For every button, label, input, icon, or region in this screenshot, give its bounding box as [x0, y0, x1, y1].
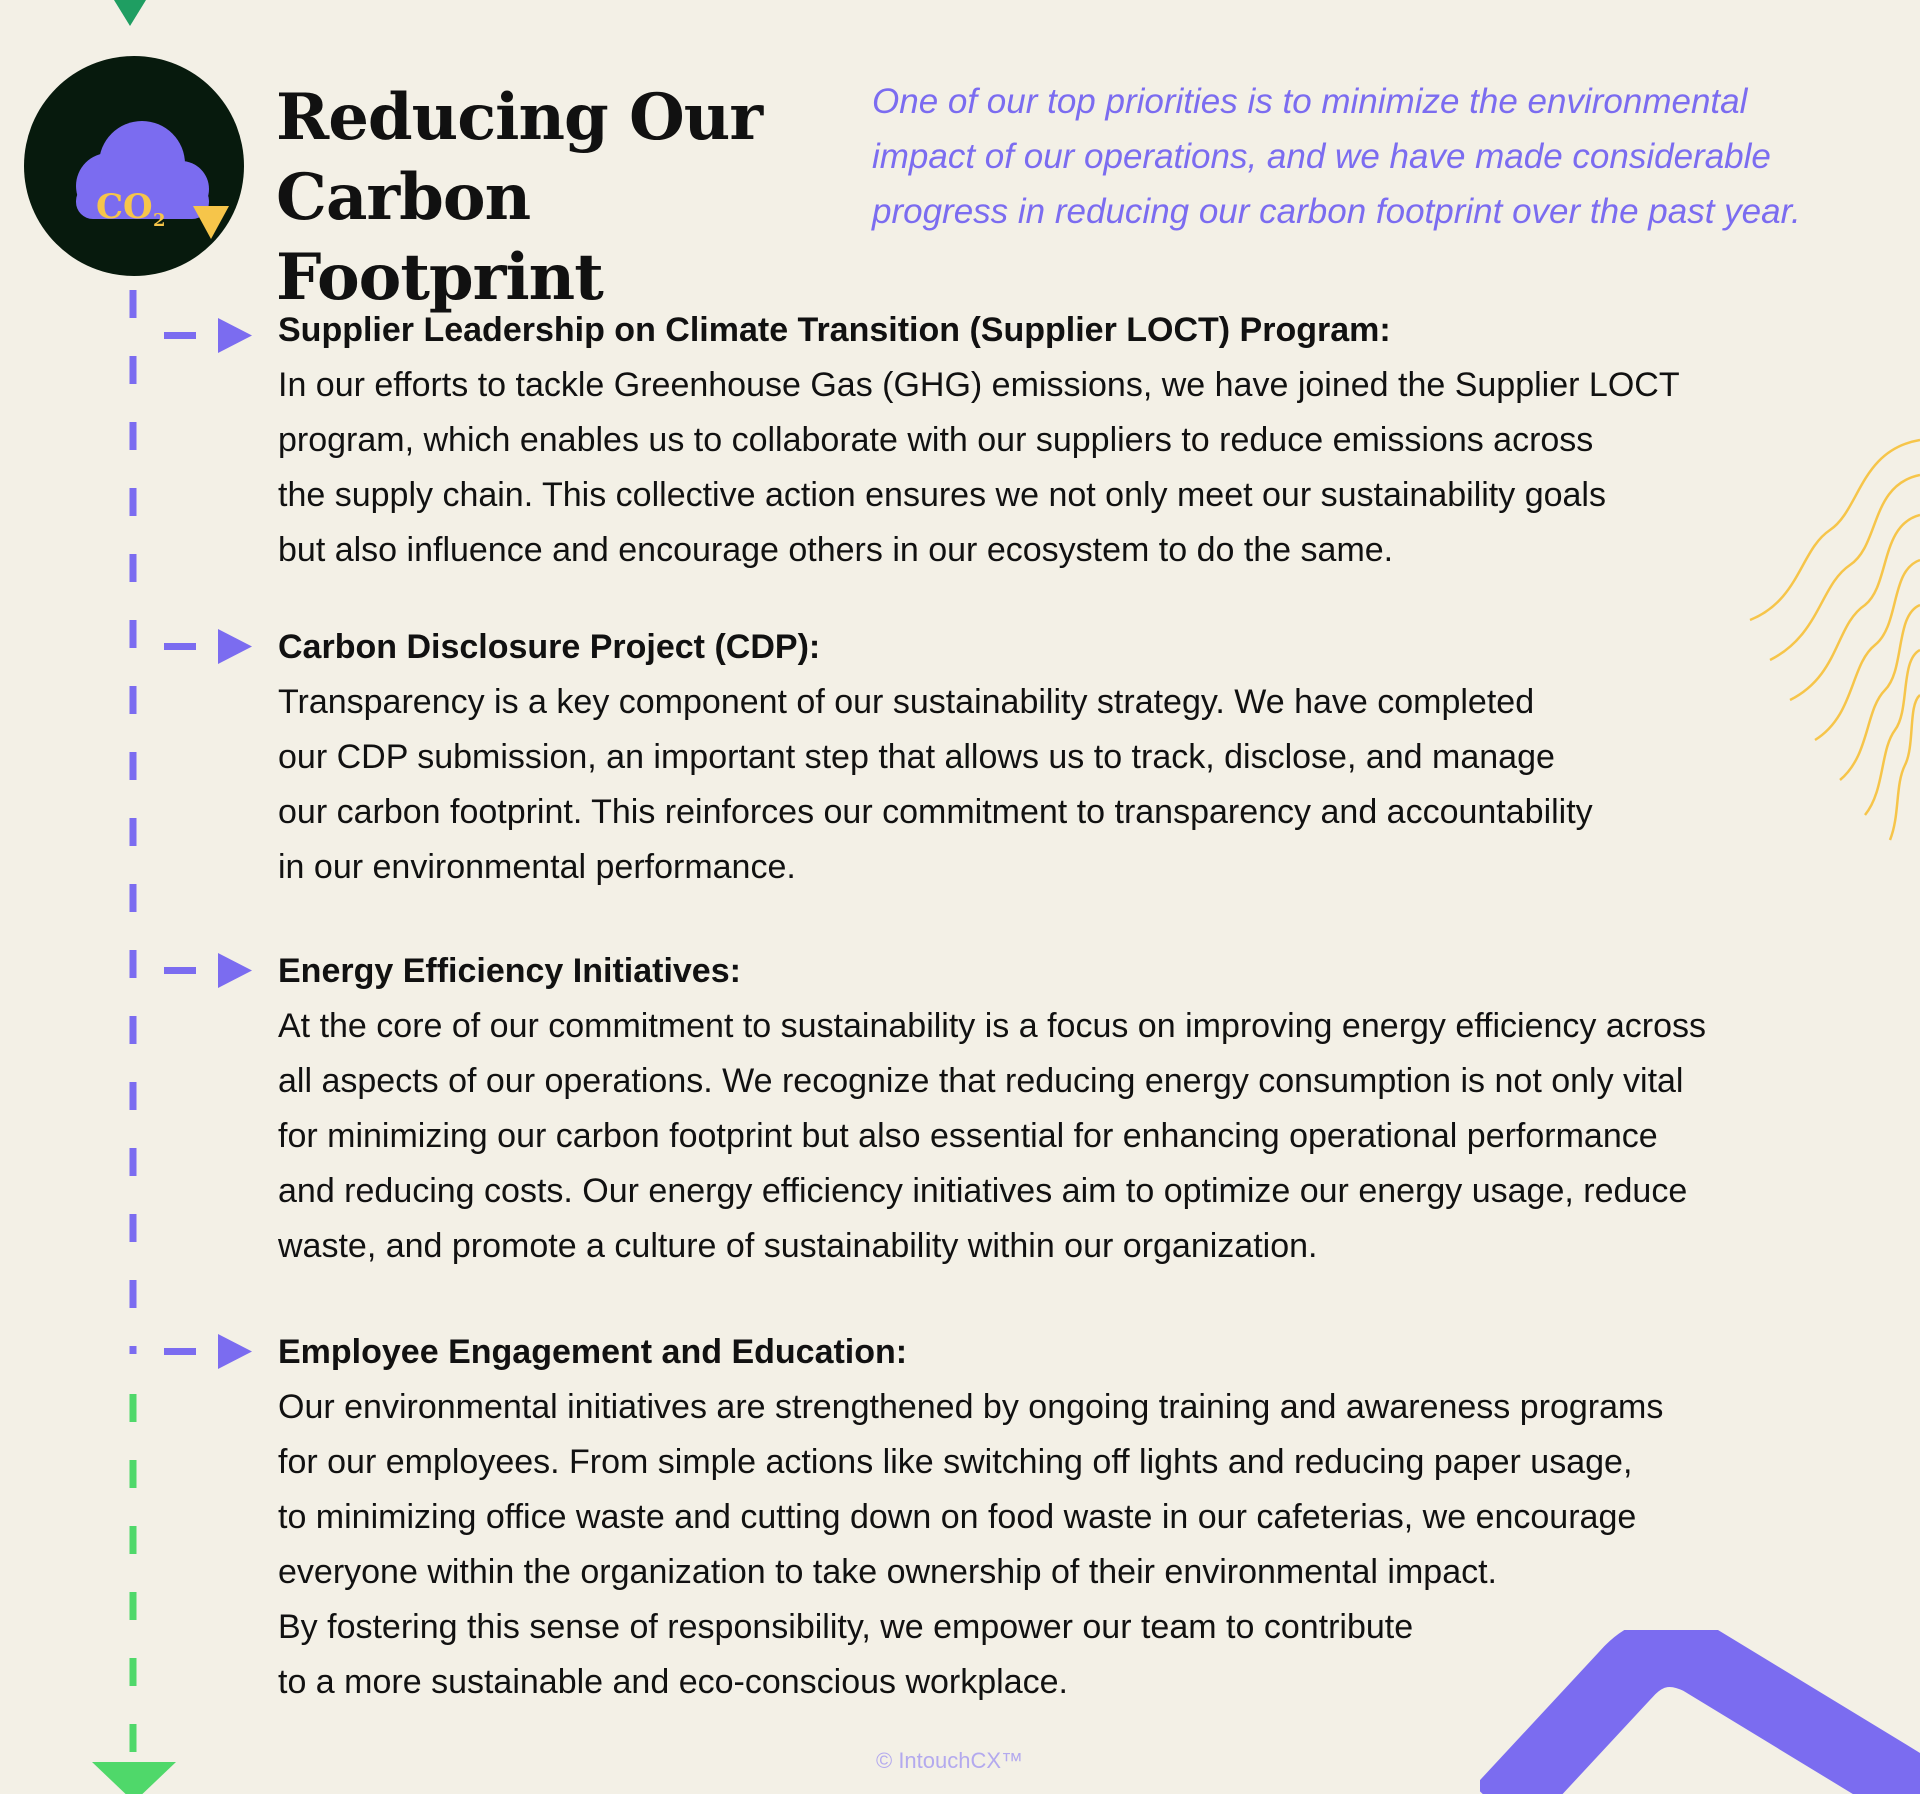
body-line: By fostering this sense of responsibility, we empower our team to contribute: [278, 1608, 1414, 1646]
body-line: At the core of our commitment to sustainability is a focus on improving energy efficiency across: [278, 1007, 1707, 1045]
intro-line: impact of our operations, and we have made considerable: [872, 137, 1771, 176]
body-line: Transparency is a key component of our sustainability strategy. We have completed: [278, 683, 1535, 721]
section-heading: Supplier Leadership on Climate Transition (Supplier LOCT) Program:: [278, 311, 1391, 349]
wavy-lines-decoration: [1740, 420, 1920, 850]
bullet-arrow-icon: [164, 316, 254, 356]
footer-copyright: © IntouchCX™: [876, 1748, 1024, 1773]
section-cdp: [278, 620, 1878, 895]
top-arrow-decoration: [110, 0, 150, 30]
title-line: Reducing Our: [276, 80, 763, 155]
section-heading: Energy Efficiency Initiatives:: [278, 952, 741, 990]
intro-line: One of our top priorities is to minimize the environmental: [872, 82, 1748, 121]
body-line: for our employees. From simple actions like switching off lights and reducing paper usage,: [278, 1443, 1633, 1481]
bullet-arrow-icon: [164, 1332, 254, 1372]
section-heading: Employee Engagement and Education:: [278, 1333, 908, 1371]
intro-line: progress in reducing our carbon footprint over the past year.: [872, 192, 1801, 231]
page-title: [276, 78, 836, 318]
body-line: our carbon footprint. This reinforces our commitment to transparency and accountability: [278, 793, 1593, 831]
section-body: [278, 675, 1878, 895]
section-supplier-loct: [278, 303, 1878, 578]
body-line: waste, and promote a culture of sustainability within our organization.: [278, 1227, 1318, 1265]
co2-subscript: 2: [153, 210, 166, 231]
body-line: everyone within the organization to take ownership of their environmental impact.: [278, 1553, 1498, 1591]
intro-text: [872, 74, 1892, 239]
co2-icon-badge: [24, 56, 244, 276]
body-line: and reducing costs. Our energy efficiency initiatives aim to optimize our energy usage, reduce: [278, 1172, 1688, 1210]
body-line: in our environmental performance.: [278, 848, 796, 886]
body-line: program, which enables us to collaborate with our suppliers to reduce emissions across: [278, 421, 1594, 459]
body-line: Our environmental initiatives are strengthened by ongoing training and awareness programs: [278, 1388, 1664, 1426]
bottom-arrow-decoration: [92, 1762, 176, 1794]
body-line: to a more sustainable and eco-conscious workplace.: [278, 1663, 1068, 1701]
section-heading: Carbon Disclosure Project (CDP):: [278, 628, 821, 666]
body-line: for minimizing our carbon footprint but also essential for enhancing operational performance: [278, 1117, 1658, 1155]
co2-cloud-icon: [24, 56, 244, 276]
bullet-arrow-icon: [164, 627, 254, 667]
body-line: to minimizing office waste and cutting down on food waste in our cafeterias, we encourage: [278, 1498, 1637, 1536]
chevron-decoration: [1480, 1630, 1920, 1794]
body-line: the supply chain. This collective action ensures we not only meet our sustainability goals: [278, 476, 1606, 514]
bullet-arrow-icon: [164, 951, 254, 991]
section-body: [278, 358, 1878, 578]
body-line: all aspects of our operations. We recognize that reducing energy consumption is not only vital: [278, 1062, 1684, 1100]
body-line: In our efforts to tackle Greenhouse Gas (GHG) emissions, we have joined the Supplier LOCT: [278, 366, 1680, 404]
down-arrow-icon: [193, 206, 229, 239]
body-line: but also influence and encourage others in our ecosystem to do the same.: [278, 531, 1394, 569]
body-line: our CDP submission, an important step that allows us to track, disclose, and manage: [278, 738, 1555, 776]
co2-label: CO: [96, 187, 153, 227]
section-body: [278, 999, 1878, 1274]
section-energy-efficiency: [278, 944, 1878, 1274]
title-line: Carbon Footprint: [276, 160, 603, 315]
timeline-line: [120, 284, 148, 1794]
